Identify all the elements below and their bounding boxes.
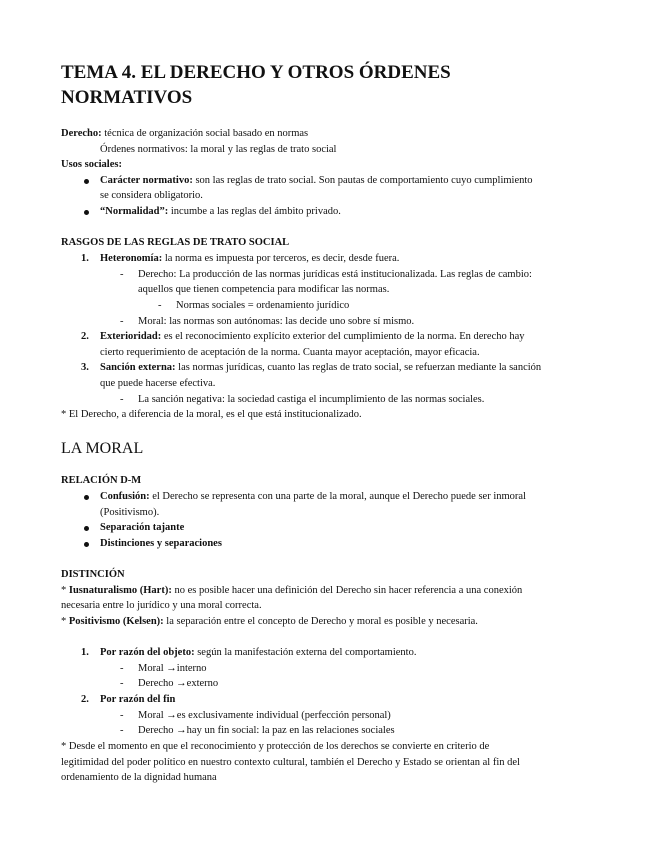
list-number: 1. xyxy=(81,647,89,658)
rasgos-note: * El Derecho, a diferencia de la moral, es el que está institucionalizado. xyxy=(61,409,362,420)
derecho-label: Derecho: xyxy=(61,128,102,139)
star-marker: * xyxy=(61,616,69,627)
normalidad-item xyxy=(100,205,341,219)
normalidad-label: “Normalidad”: xyxy=(100,206,169,217)
iusnaturalismo-text: no es posible hacer una definición del Derecho sin hacer referencia a una conexión xyxy=(171,585,523,596)
exterioridad-text-cont: cierto requerimiento de aceptación de la norma. Cuanta mayor aceptación, mayor eficacia. xyxy=(100,347,480,358)
fin-moral-item: Moral →es exclusivamente individual (perfección personal) xyxy=(138,710,391,721)
objeto-derecho-item: Derecho →externo xyxy=(138,678,219,689)
final-note-line-2: legitimidad del poder político en nuestro contexto cultural, también el Derecho y Estado se orientan al fin del xyxy=(61,757,520,768)
ordenes-normativos: Órdenes normativos: la moral y las reglas de trato social xyxy=(100,144,337,155)
sancion-externa-label: Sanción externa: xyxy=(100,362,176,373)
bullet-icon xyxy=(84,210,89,215)
confusion-text-cont: (Positivismo). xyxy=(100,507,160,518)
exterioridad-item xyxy=(100,330,525,344)
iusnaturalismo-text-cont: necesaria entre lo jurídico y una moral correcta. xyxy=(61,600,262,611)
dash-marker: - xyxy=(120,269,124,280)
distinciones-item: Distinciones y separaciones xyxy=(100,538,222,549)
heteronomia-text: la norma es impuesta por terceros, es decir, desde fuera. xyxy=(162,253,400,264)
distincion-heading: DISTINCIÓN xyxy=(61,569,125,580)
normalidad-text: incumbe a las reglas del ámbito privado. xyxy=(168,206,341,217)
final-note-line-3: ordenamiento de la dignidad humana xyxy=(61,772,217,783)
fin-derecho-item: Derecho →hay un fin social: la paz en las relaciones sociales xyxy=(138,725,395,736)
sancion-negativa-item: La sanción negativa: la sociedad castiga el incumplimiento de las normas sociales. xyxy=(138,394,485,405)
list-number: 1. xyxy=(81,253,89,264)
heteronomia-derecho-cont: aquellos que tienen competencia para modificar las normas. xyxy=(138,284,390,295)
confusion-label: Confusión: xyxy=(100,491,150,502)
dash-marker: - xyxy=(120,316,124,327)
exterioridad-text: es el reconocimiento explícito exterior del cumplimiento de la norma. En derecho hay xyxy=(161,331,525,342)
bullet-icon xyxy=(84,179,89,184)
razon-objeto-label: Por razón del objeto: xyxy=(100,647,195,658)
razon-fin-label: Por razón del fin xyxy=(100,694,176,705)
razon-objeto-item xyxy=(100,646,416,660)
final-note-line-1: * Desde el momento en que el reconocimiento y protección de los derechos se convierte en criterio de xyxy=(61,741,490,752)
caracter-normativo-text: son las reglas de trato social. Son pautas de comportamiento cuyo cumplimiento xyxy=(192,175,533,186)
confusion-item xyxy=(100,490,526,504)
dash-marker: - xyxy=(120,725,124,736)
positivismo-item xyxy=(61,615,478,629)
bullet-icon xyxy=(84,495,89,500)
heteronomia-label: Heteronomía: xyxy=(100,253,163,264)
positivismo-text: la separación entre el concepto de Derecho y moral es posible y necesaria. xyxy=(163,616,478,627)
usos-sociales-label: Usos sociales: xyxy=(61,159,122,170)
page-title-line-1: TEMA 4. EL DERECHO Y OTROS ÓRDENES xyxy=(61,62,451,83)
la-moral-heading: LA MORAL xyxy=(61,440,144,457)
sancion-externa-item xyxy=(100,361,541,375)
page-title-line-2: NORMATIVOS xyxy=(61,87,193,108)
rasgos-heading: RASGOS DE LAS REGLAS DE TRATO SOCIAL xyxy=(61,237,290,248)
exterioridad-label: Exterioridad: xyxy=(100,331,162,342)
dash-marker: - xyxy=(158,300,162,311)
caracter-normativo-label: Carácter normativo: xyxy=(100,175,193,186)
heteronomia-item xyxy=(100,252,399,266)
positivismo-label: Positivismo (Kelsen): xyxy=(68,616,164,627)
derecho-text: técnica de organización social basado en normas xyxy=(101,128,309,139)
dash-marker: - xyxy=(120,394,124,405)
separacion-tajante-item: Separación tajante xyxy=(100,522,185,533)
heteronomia-derecho: Derecho: La producción de las normas jurídicas está institucionalizada. Las reglas de cambio: xyxy=(138,269,532,280)
dash-marker: - xyxy=(120,663,124,674)
sancion-externa-text-cont: que puede hacerse efectiva. xyxy=(100,378,216,389)
confusion-text: el Derecho se representa con una parte de la moral, aunque el Derecho puede ser inmoral xyxy=(149,491,526,502)
dash-marker: - xyxy=(120,678,124,689)
dash-marker: - xyxy=(120,710,124,721)
star-marker: * xyxy=(61,585,69,596)
iusnaturalismo-label: Iusnaturalismo (Hart): xyxy=(68,585,172,596)
list-number: 3. xyxy=(81,362,89,373)
objeto-moral-item: Moral →interno xyxy=(138,663,207,674)
heteronomia-moral: Moral: las normas son autónomas: las decide uno sobre sí mismo. xyxy=(138,316,415,327)
bullet-icon xyxy=(84,526,89,531)
caracter-normativo-item xyxy=(100,174,533,188)
list-number: 2. xyxy=(81,331,89,342)
caracter-normativo-text-cont: se considera obligatorio. xyxy=(100,190,203,201)
normas-sociales-item: Normas sociales = ordenamiento jurídico xyxy=(176,300,350,311)
derecho-definition xyxy=(61,127,308,141)
relacion-heading: RELACIÓN D-M xyxy=(61,475,142,486)
list-number: 2. xyxy=(81,694,89,705)
sancion-externa-text: las normas jurídicas, cuanto las reglas de trato social, se refuerzan mediante la sanción xyxy=(175,362,542,373)
bullet-icon xyxy=(84,542,89,547)
razon-objeto-text: según la manifestación externa del comportamiento. xyxy=(194,647,417,658)
iusnaturalismo-item xyxy=(61,584,522,598)
